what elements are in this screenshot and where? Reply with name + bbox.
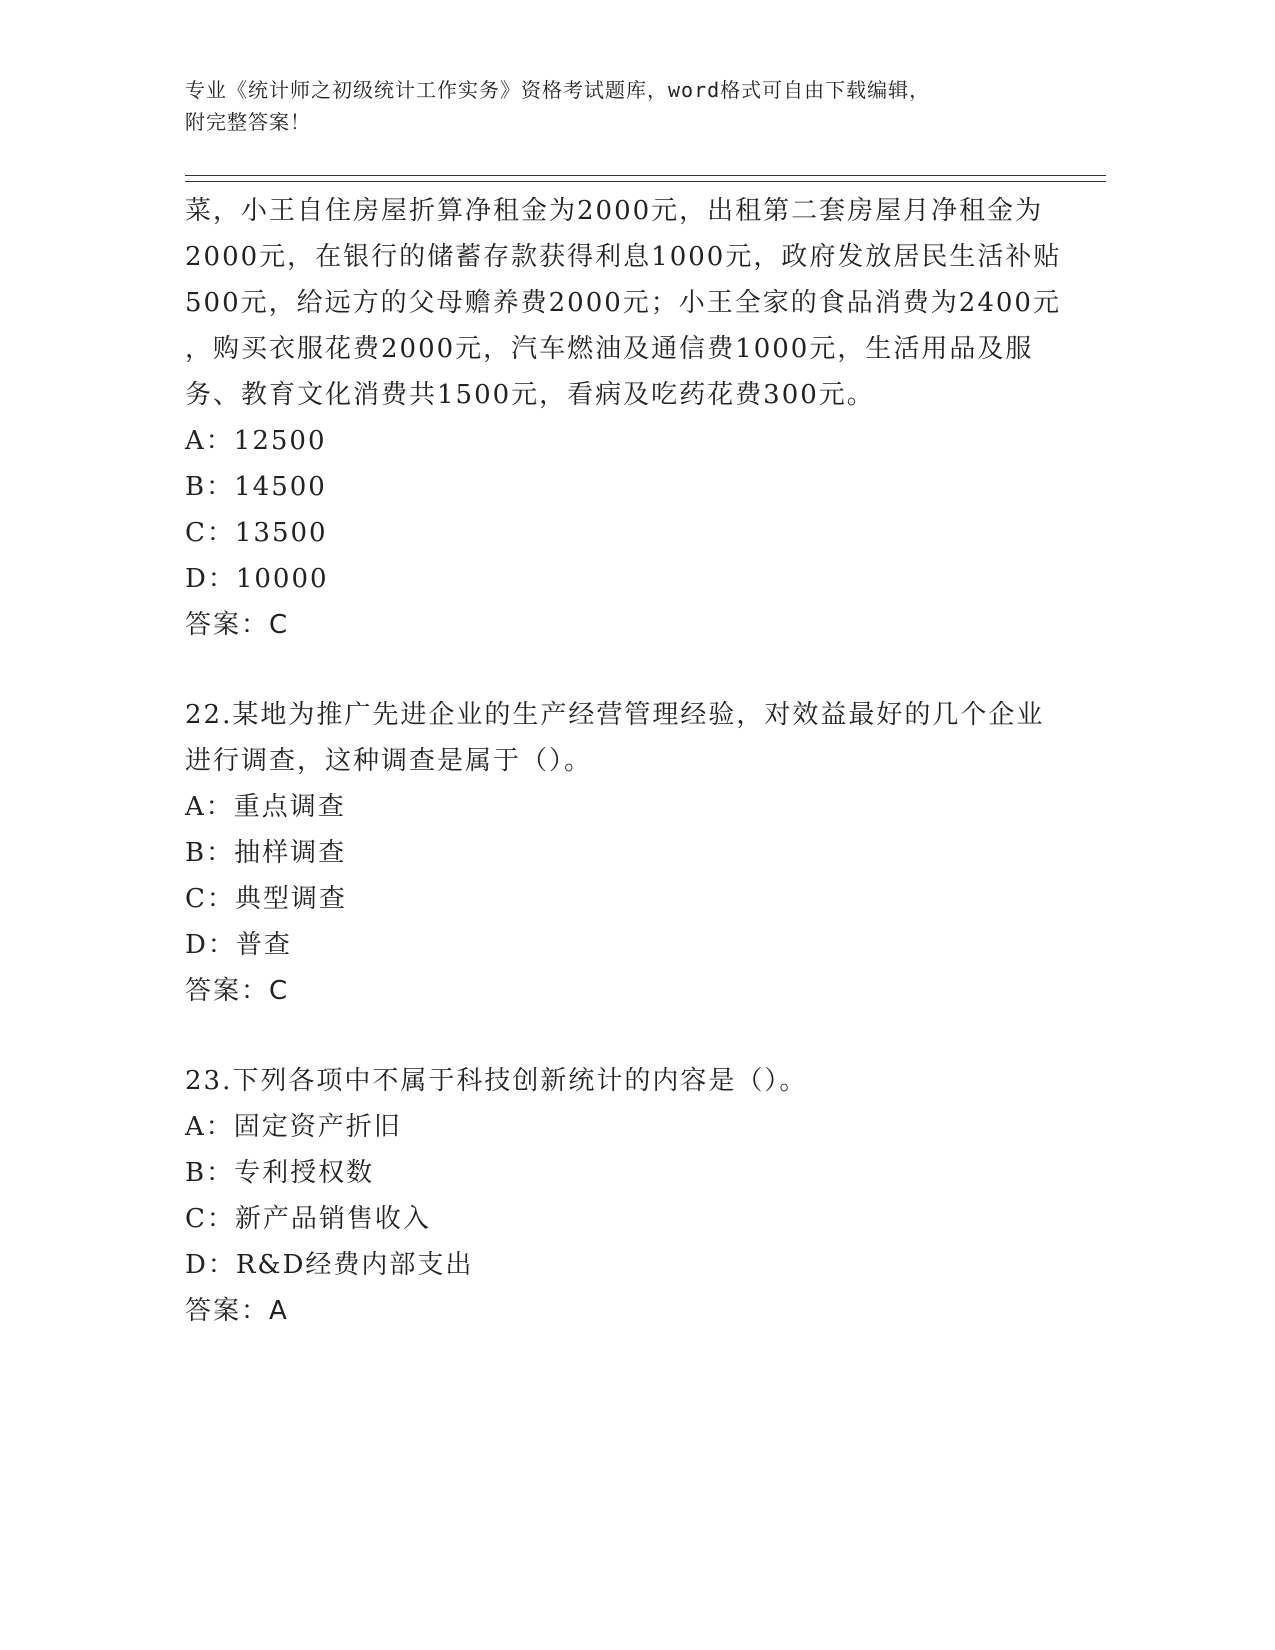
option-d: D：R&D经费内部支出: [185, 1250, 474, 1280]
question-text-line: 500元，给远方的父母赡养费2000元；小王全家的食品消费为2400元: [185, 288, 1061, 318]
option-a: A：重点调查: [185, 792, 346, 822]
question-22: [185, 692, 1085, 1014]
question-text-line: 务、教育文化消费共1500元，看病及吃药花费300元。: [185, 380, 875, 410]
question-21: [185, 188, 1085, 648]
question-text-line: 2000元，在银行的储蓄存款获得利息1000元，政府发放居民生活补贴: [185, 242, 1062, 272]
question-text-line: ，购买衣服花费2000元，汽车燃油及通信费1000元，生活用品及服: [185, 334, 1034, 364]
option-b: B：专利授权数: [185, 1158, 375, 1188]
question-text-line: 22.某地为推广先进企业的生产经营管理经验，对效益最好的几个企业: [185, 700, 1045, 730]
option-b: B：14500: [185, 472, 327, 502]
question-text-line: 进行调查，这种调查是属于（）。: [185, 746, 593, 776]
document-body: [185, 188, 1085, 1334]
answer-line: 答案：C: [185, 976, 290, 1006]
answer-line: 答案：A: [185, 1296, 289, 1326]
question-text-line: 23.下列各项中不属于科技创新统计的内容是（）。: [185, 1066, 808, 1096]
option-d: D：10000: [185, 564, 329, 594]
option-c: C：典型调查: [185, 884, 347, 914]
question-23: [185, 1058, 1085, 1334]
option-a: A：固定资产折旧: [185, 1112, 402, 1142]
question-text-line: 菜，小王自住房屋折算净租金为2000元，出租第二套房屋月净租金为: [185, 196, 1044, 226]
option-d: D：普查: [185, 930, 292, 960]
header-line-1: 专业《统计师之初级统计工作实务》资格考试题库，word格式可自由下载编辑，: [185, 78, 931, 102]
option-c: C：新产品销售收入: [185, 1204, 431, 1234]
header-line-2: 附完整答案！: [185, 110, 311, 134]
option-c: C：13500: [185, 518, 328, 548]
option-a: A：12500: [185, 426, 327, 456]
option-b: B：抽样调查: [185, 838, 347, 868]
answer-line: 答案：C: [185, 610, 290, 640]
header-divider: [185, 175, 1106, 182]
page-header: [185, 74, 1105, 138]
